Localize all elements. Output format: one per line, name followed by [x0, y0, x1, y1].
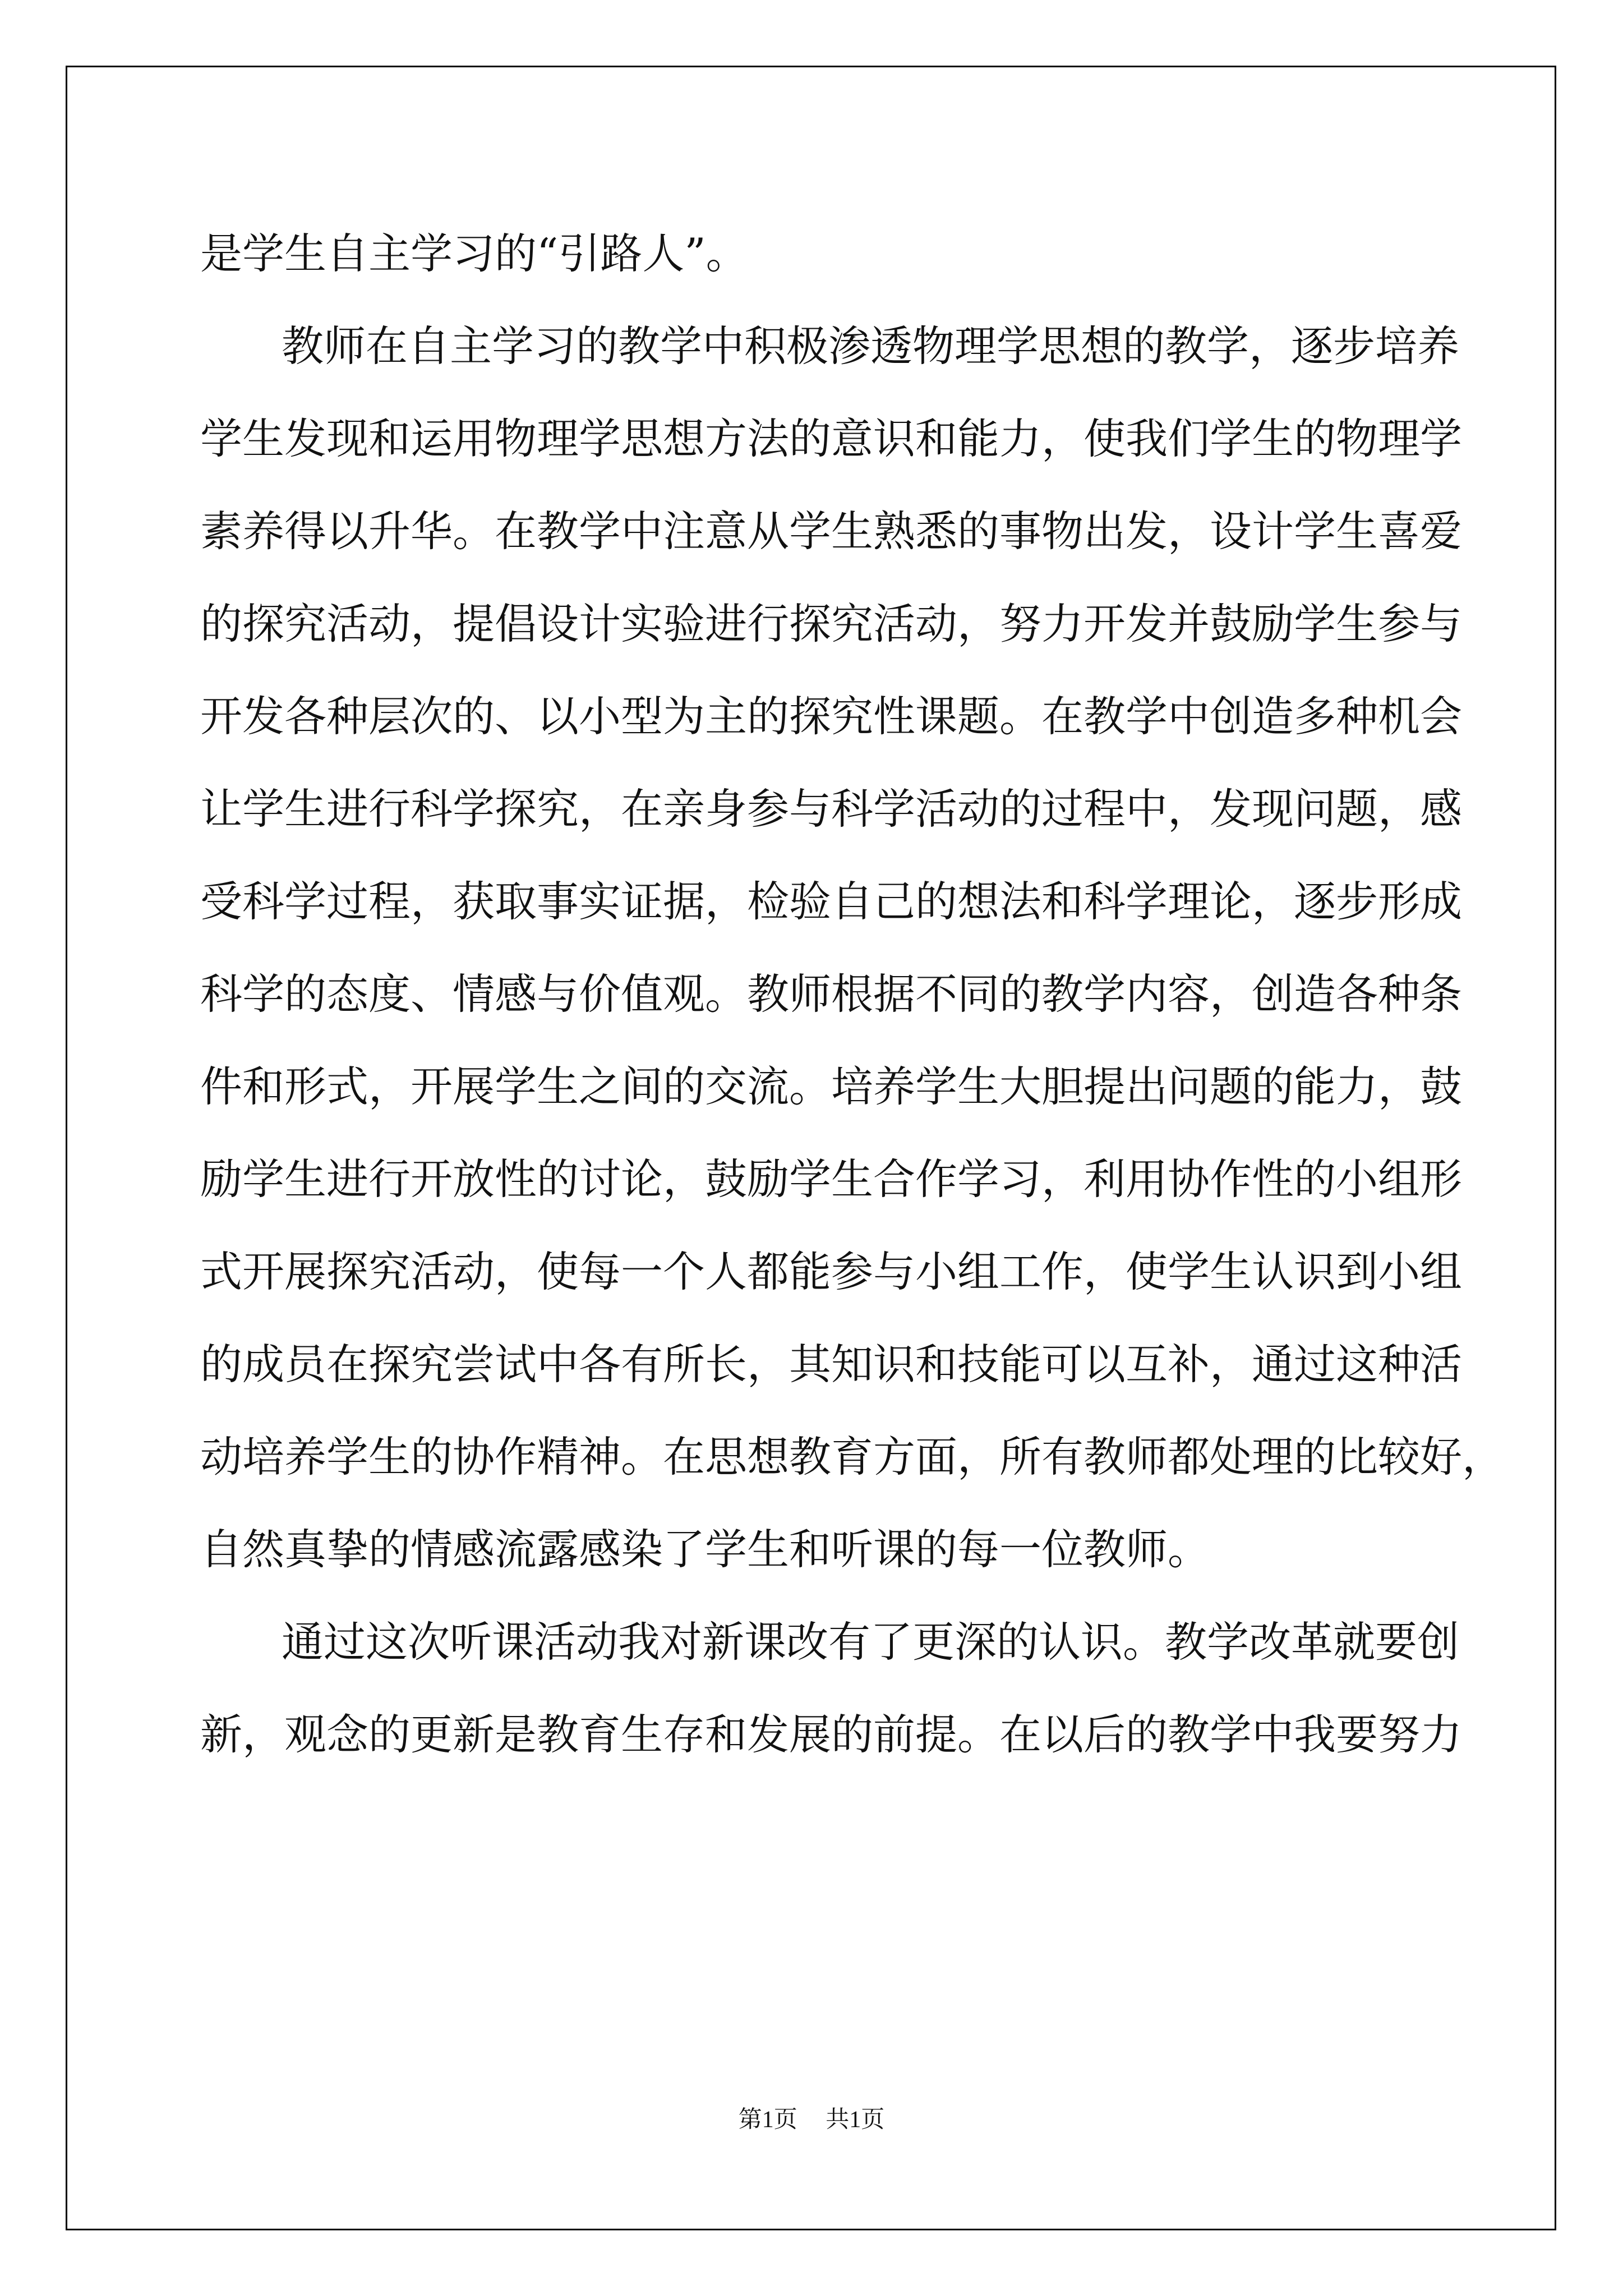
text-line: 新，观念的更新是教育生存和发展的前提。在以后的教学中我要努力 — [200, 1710, 1463, 1759]
text-line: 励学生进行开放性的讨论，鼓励学生合作学习，利用协作性的小组形 — [200, 1154, 1463, 1204]
text-line: 的探究活动，提倡设计实验进行探究活动，努力开发并鼓励学生参与 — [200, 599, 1463, 648]
document-body — [200, 208, 1505, 1781]
page-number: 第1页 — [738, 2107, 797, 2133]
text-line: 教师在自主学习的教学中积极渗透物理学思想的教学，逐步培养 — [282, 321, 1460, 371]
text-line: 式开展探究活动，使每一个人都能参与小组工作，使学生认识到小组 — [200, 1247, 1463, 1296]
text-line: 是学生自主学习的“引路人”。 — [200, 229, 748, 278]
text-line: 学生发现和运用物理学思想方法的意识和能力，使我们学生的物理学 — [200, 414, 1463, 463]
text-line: 开发各种层次的、以小型为主的探究性课题。在教学中创造多种机会 — [200, 692, 1463, 741]
text-line: 受科学过程，获取事实证据，检验自己的想法和科学理论，逐步形成 — [200, 877, 1463, 926]
text-line: 动培养学生的协作精神。在思想教育方面，所有教师都处理的比较好， — [200, 1432, 1505, 1481]
text-line: 让学生进行科学探究，在亲身参与科学活动的过程中，发现问题，感 — [200, 784, 1463, 834]
text-line: 自然真挚的情感流露感染了学生和听课的每一位教师。 — [200, 1525, 1210, 1574]
text-line: 件和形式，开展学生之间的交流。培养学生大胆提出问题的能力，鼓 — [200, 1062, 1463, 1111]
text-line: 的成员在探究尝试中各有所长，其知识和技能可以互补，通过这种活 — [200, 1340, 1463, 1389]
page-footer — [0, 2101, 1623, 2134]
text-line: 通过这次听课活动我对新课改有了更深的认识。教学改革就要创 — [282, 1617, 1460, 1667]
text-line: 科学的态度、情感与价值观。教师根据不同的教学内容，创造各种条 — [200, 969, 1463, 1019]
page-total: 共1页 — [826, 2107, 885, 2133]
text-line: 素养得以升华。在教学中注意从学生熟悉的事物出发，设计学生喜爱 — [200, 507, 1463, 556]
